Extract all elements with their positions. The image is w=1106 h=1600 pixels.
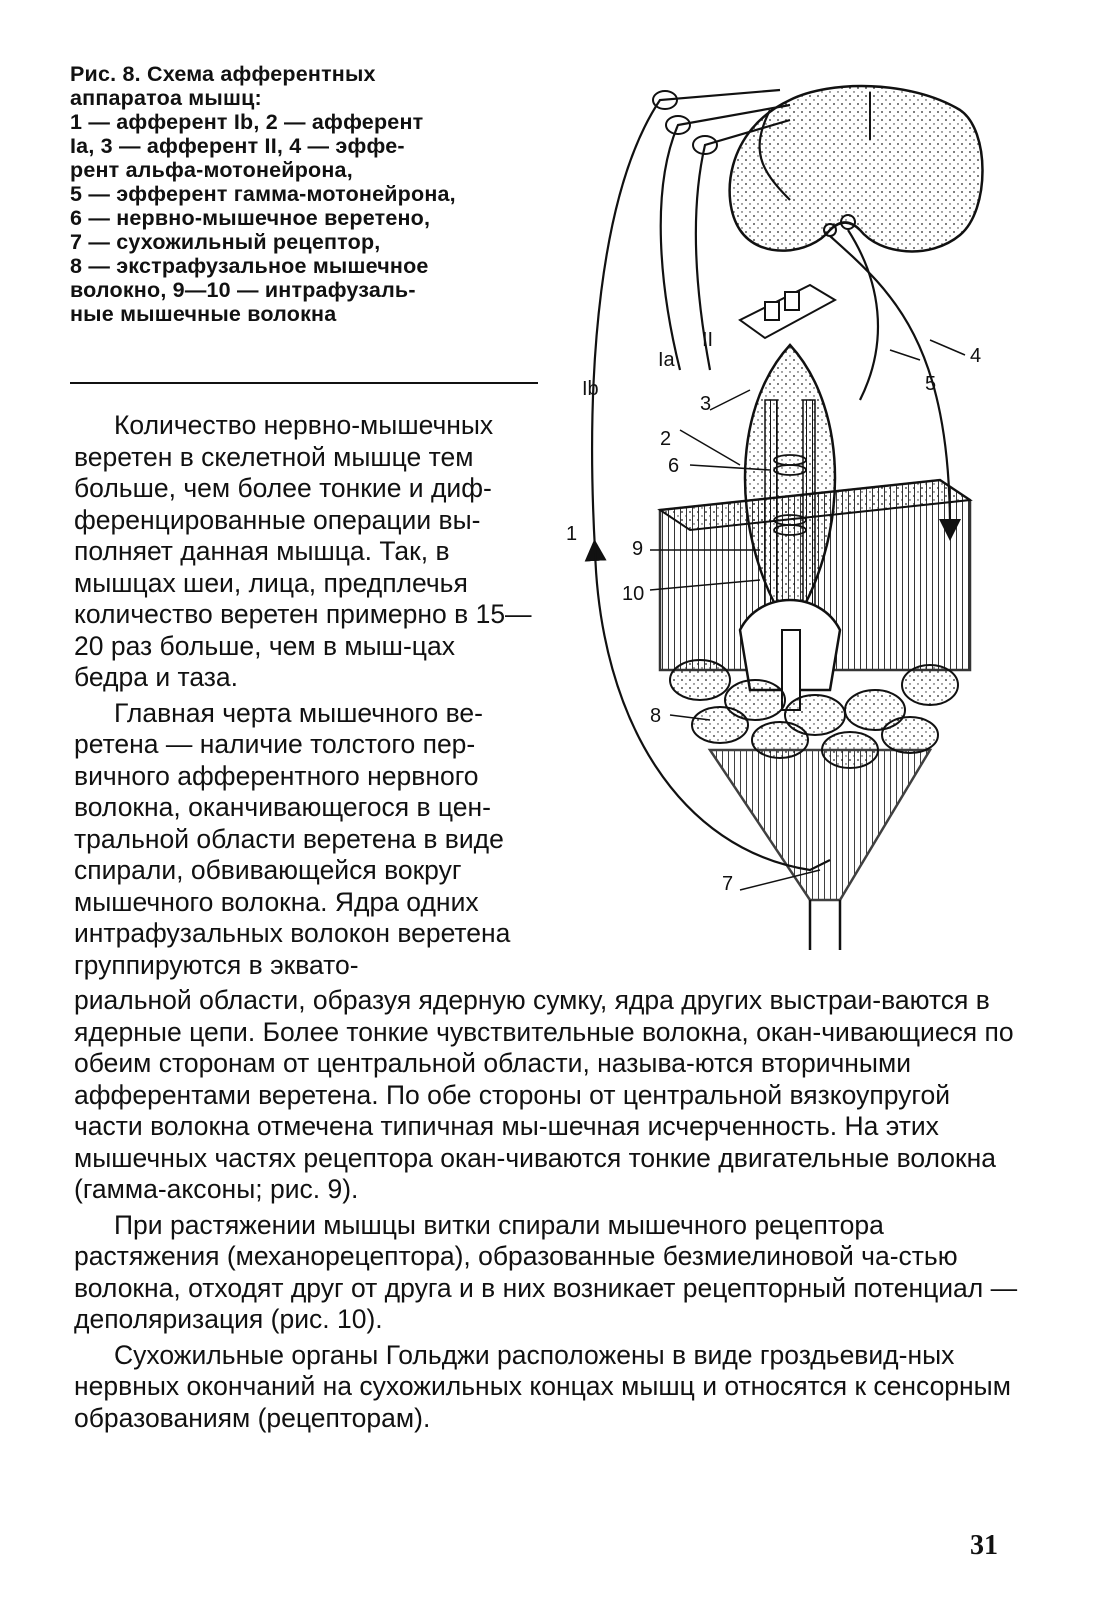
paragraph-1: Количество нервно-мышечных веретен в скелетной мышце тем больше, чем более тонкие и диф-ференцированные операции вы-полняет данная мышца. Так, в мышцах шеи, лица, предплечья количество веретен примерно в 15—20 раз больше, чем в мыш-цах бедра и таза. [74, 410, 532, 692]
caption-line: 6 — нервно-мышечное веретено, [70, 206, 431, 230]
label-Ib: Ib [582, 378, 599, 400]
label-II: II [702, 329, 714, 351]
spinal-cord [730, 86, 983, 251]
figure-caption [70, 62, 540, 326]
paragraph-4: Сухожильные органы Гольджи расположены в виде гроздьевид-ных нервных окончаний на сухожильных концах мышц и относятся к сенсорным образованиям (рецепторам). [74, 1339, 1011, 1433]
caption-line: 7 — сухожильный рецептор, [70, 230, 381, 254]
caption-line: 5 — эфферент гамма-мотонейрона, [70, 182, 456, 206]
caption-line: рент альфа-мотонейрона, [70, 158, 353, 182]
paragraph-2-start: Главная черта мышечного ве-ретена — наличие толстого пер-вичного афферентного нервного волокна, оканчивающегося в цен-тральной области веретена в виде спирали, обвивающейся вокруг мышечного волокна. Ядра одних интрафузальных волокон веретена группируются в эквато- [74, 697, 511, 980]
label-8: 8 [650, 705, 662, 727]
label-2: 2 [660, 428, 672, 450]
caption-line: 1 — афферент Ib, 2 — афферент [70, 110, 424, 134]
label-5: 5 [925, 373, 937, 395]
paragraph-2-cont: риальной области, образуя ядерную сумку, ядра других выстраи-ваются в ядерные цепи. Более тонкие чувствительные волокна, окан-чивающиеся по обеим сторонам от центральной области, называ-ются вторичными афферентами веретена. По обе стороны от центральной вязкоупругой части волокна отмечена типичная мы-шечная исчерченность. На этих мышечных частях рецептора окан-чиваются тонкие двигательные волокна (гамма-аксоны; рис. 9). [74, 985, 1014, 1204]
cut-block [740, 285, 835, 338]
label-1: 1 [566, 523, 578, 545]
caption-line: ные мышечные волокна [70, 302, 337, 326]
caption-line: волокно, 9—10 — интрафузаль- [70, 278, 416, 302]
caption-line: аппаратоа мышц: [70, 86, 262, 110]
caption-divider [70, 382, 538, 384]
page-number: 31 [970, 1530, 998, 1561]
paragraph-3: При растяжении мышцы витки спирали мышечного рецептора растяжения (механорецептора), образованные безмиелиновой ча-стью волокна, отходят друг от друга и в них возникает рецепторный потенциал — деполяризация (рис. 10). [74, 1209, 1018, 1334]
caption-line: Ia, 3 — афферент II, 4 — эффе- [70, 134, 405, 158]
caption-line: 8 — экстрафузальное мышечное [70, 254, 429, 278]
label-3: 3 [700, 393, 712, 415]
label-6: 6 [668, 455, 680, 477]
label-10: 10 [622, 583, 645, 605]
label-9: 9 [632, 538, 644, 560]
label-7: 7 [722, 873, 734, 895]
caption-line: Рис. 8. Схема афферентных [70, 62, 376, 86]
label-Ia: Ia [658, 349, 675, 371]
label-4: 4 [970, 345, 982, 367]
body-text [74, 410, 1022, 1438]
